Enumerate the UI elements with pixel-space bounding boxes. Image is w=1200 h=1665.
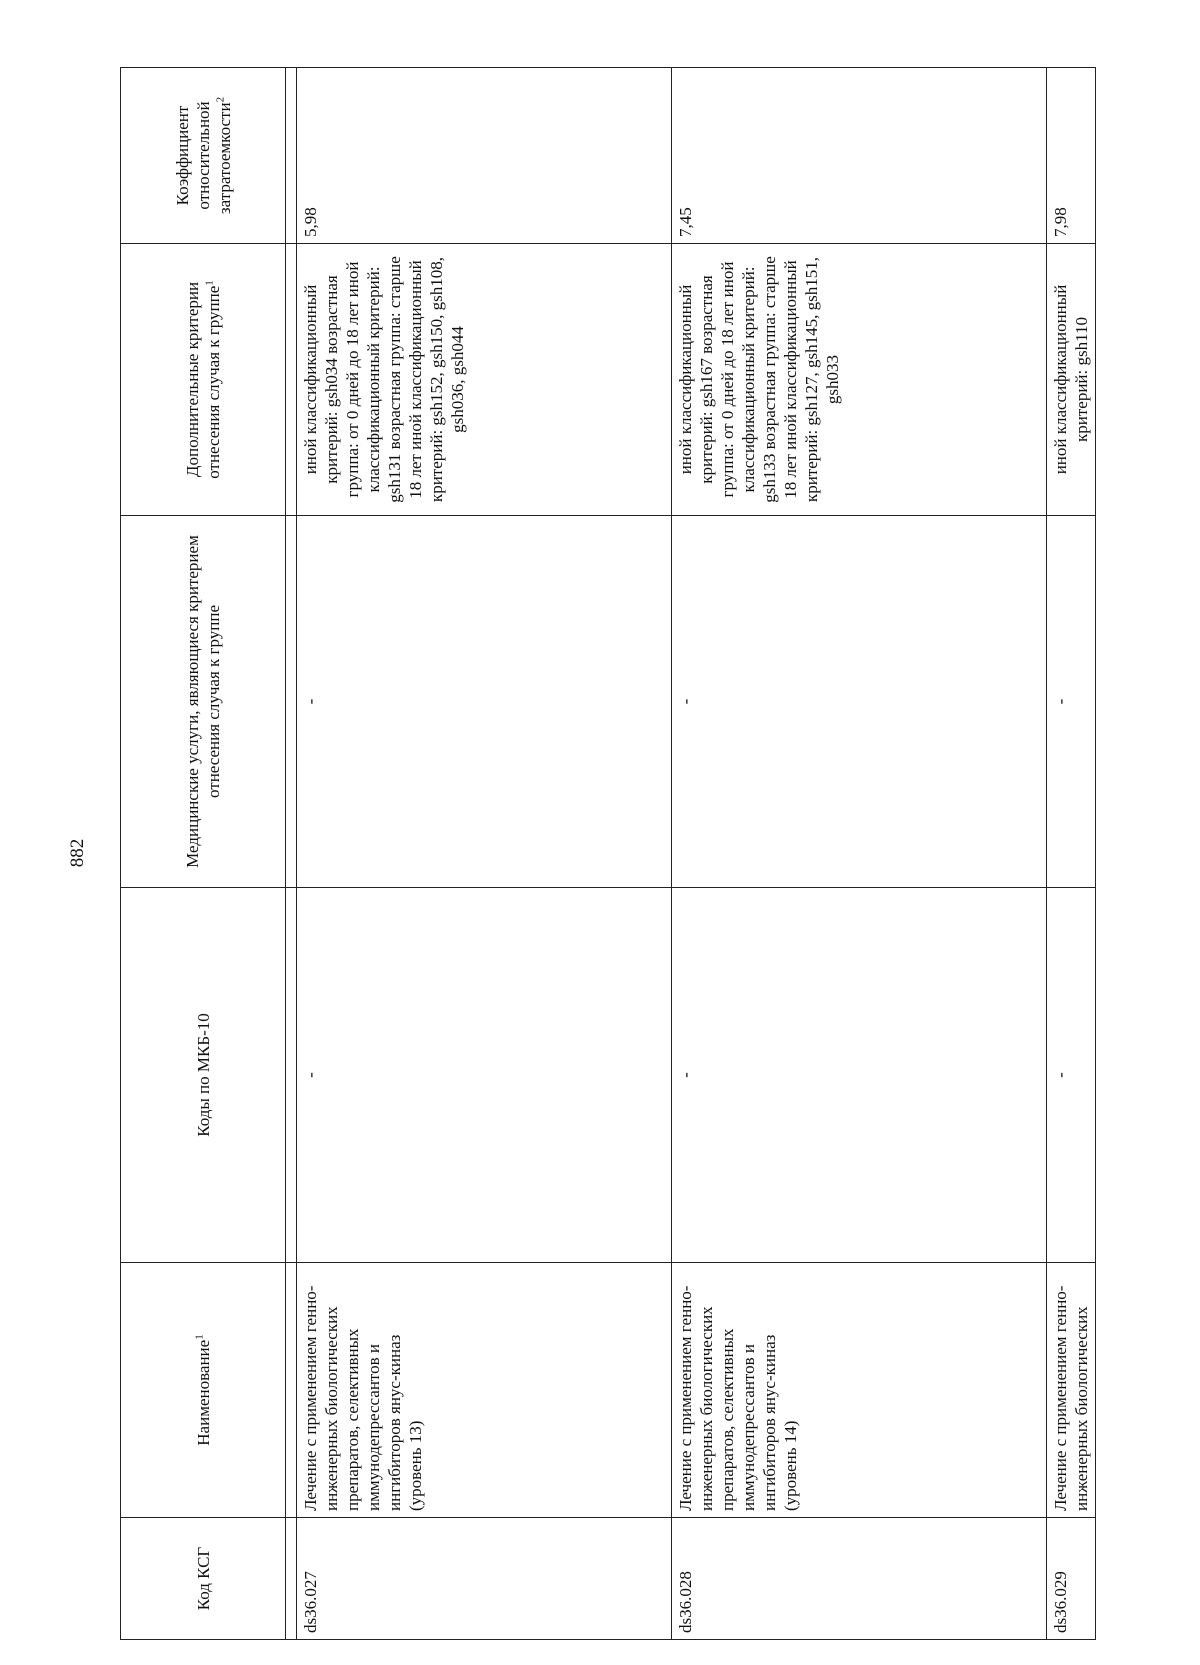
cell-code: ds36.029 [1047, 1518, 1096, 1640]
cell-name: Лечение с применением генно-инженерных биологических препаратов, селективных иммунодепрессантов и ингибиторов янус-киназ (уровень 13) [297, 1263, 672, 1518]
header-coef: Коэффициент относительной затратоемкости$^2$ [121, 68, 286, 244]
table-row [1047, 68, 1096, 1640]
header-services: Медицинские услуги, являющиеся критерием отнесения случая к группе [121, 516, 286, 888]
page-number: 882 [67, 838, 88, 868]
table-row [297, 68, 672, 1640]
cell-name: Лечение с применением генно-инженерных биологических препаратов, селективных иммунодепрессантов и ингибиторов янус-киназ (уровень 14) [672, 1263, 1047, 1518]
cell-name: Лечение с применением генно-инженерных биологических [1047, 1263, 1096, 1518]
cell-code: ds36.028 [672, 1518, 1047, 1640]
cell-criteria: иной классификационный критерий: gsh110 [1047, 244, 1096, 516]
cell-coef: 7,98 [1047, 68, 1096, 244]
cell-coef: 5,98 [297, 68, 672, 244]
cell-coef: 7,45 [672, 68, 1047, 244]
header-row [121, 68, 286, 1640]
cell-criteria: иной классификационный критерий: gsh167 возрастная группа: от 0 дней до 18 лет иной классификационный критерий: gsh133 возрастная группа: старше 18 лет иной классификационный критерий: gsh127, gsh145, gsh151, gsh033 [672, 244, 1047, 516]
cell-services: - [297, 516, 672, 888]
header-criteria: Дополнительные критерии отнесения случая к группе$^1$ [121, 244, 286, 516]
spacer-row [286, 68, 297, 1640]
ksg-table [120, 67, 1096, 1640]
cell-code: ds36.027 [297, 1518, 672, 1640]
cell-mkb: - [297, 888, 672, 1263]
header-name: Наименование$^1$ [121, 1263, 286, 1518]
header-mkb: Коды по МКБ-10 [121, 888, 286, 1263]
cell-services: - [1047, 516, 1096, 888]
cell-mkb: - [672, 888, 1047, 1263]
cell-criteria: иной классификационный критерий: gsh034 возрастная группа: от 0 дней до 18 лет иной классификационный критерий: gsh131 возрастная группа: старше 18 лет иной классификационный критерий: gsh152, gsh150, gsh108, gsh036, gsh044 [297, 244, 672, 516]
cell-services: - [672, 516, 1047, 888]
cell-mkb: - [1047, 888, 1096, 1263]
rotated-table-container [120, 68, 1091, 1640]
table-row [672, 68, 1047, 1640]
header-code: Код КСГ [121, 1518, 286, 1640]
